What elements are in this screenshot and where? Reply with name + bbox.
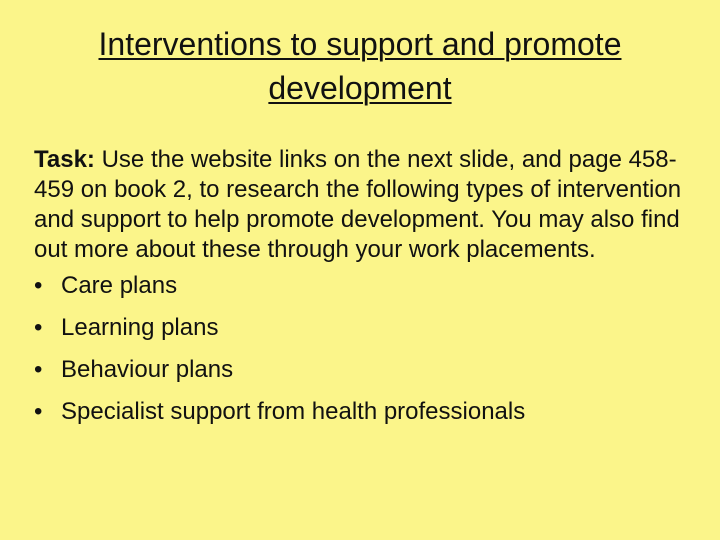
bullet-dot-icon: • (34, 356, 43, 383)
list-item-behaviour-plans (34, 349, 694, 391)
list-item-learning-plans (34, 307, 694, 349)
slide-body (34, 145, 694, 433)
list-item-label: Care plans (61, 272, 178, 299)
list-item-label: Learning plans (61, 314, 219, 341)
list-item-care-plans (34, 265, 694, 307)
slide-title-line-2: development (268, 70, 452, 106)
slide-title (30, 22, 690, 110)
bullet-dot-icon: • (34, 272, 43, 299)
slide-title-line-1: Interventions to support and promote (98, 26, 622, 62)
bullet-dot-icon: • (34, 314, 43, 341)
task-label: Task: (34, 146, 95, 173)
list-item-specialist-support (34, 391, 694, 433)
task-paragraph (34, 145, 689, 265)
intervention-list (34, 265, 694, 433)
task-text: Use the website links on the next slide, and page 458-459 on book 2, to research the following types of intervention and support to help promote development. You may also find out more about these through your work placements. (34, 146, 682, 263)
list-item-label: Specialist support from health professionals (61, 398, 526, 425)
bullet-dot-icon: • (34, 398, 43, 425)
list-item-label: Behaviour plans (61, 356, 234, 383)
